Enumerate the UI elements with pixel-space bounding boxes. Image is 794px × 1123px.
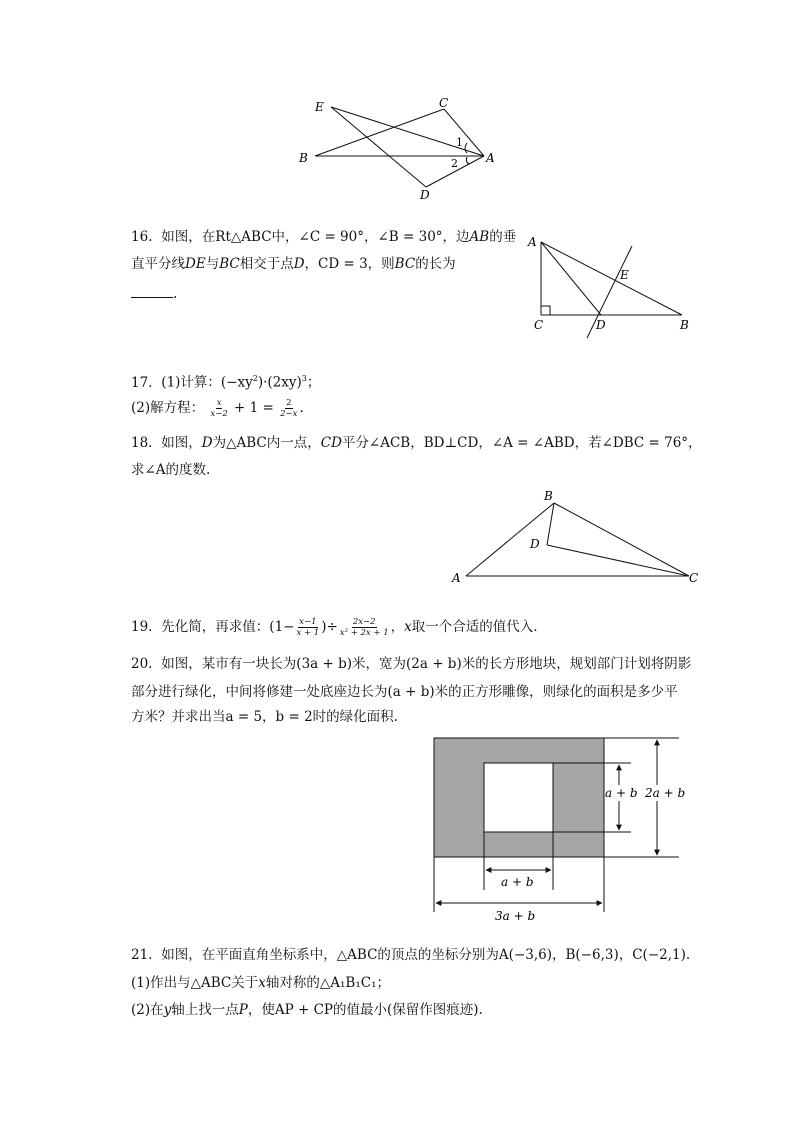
q17-exponent: 2 <box>252 374 258 383</box>
fraction-numerator: x−1 <box>299 617 317 627</box>
label-A: A <box>452 571 461 585</box>
q21-number: 21. <box>131 947 153 963</box>
q20-number: 20. <box>131 656 153 672</box>
label-C: C <box>439 96 449 110</box>
label-outer-height: 2a + b <box>645 786 686 800</box>
label-D: D <box>420 188 430 202</box>
q17-text: )·(2xy) <box>257 374 302 391</box>
q18-line2 <box>131 460 210 480</box>
q17-exponent: 3 <box>301 374 307 383</box>
fraction-numerator: 2 <box>286 398 292 408</box>
q16-de: DE <box>185 256 206 272</box>
fraction-denominator: x² + 2x + 1 <box>339 628 389 638</box>
statue-square <box>484 763 553 832</box>
q16-ab: AB <box>469 229 490 245</box>
q21-text: (1)作出与△ABC关于 <box>131 975 259 991</box>
label-inner-height: a + b <box>605 786 638 800</box>
figure-q15 <box>295 95 510 205</box>
q19-text: ， <box>390 619 405 635</box>
label-C: C <box>534 318 544 332</box>
q19-text: )÷ <box>321 619 338 635</box>
segment-ED <box>331 107 426 187</box>
q16-text: 的长为 <box>415 256 456 272</box>
q19-x: x <box>404 619 412 635</box>
figure-q18 <box>448 486 703 586</box>
q18-line1 <box>131 433 702 453</box>
q16-d: D <box>293 256 305 272</box>
q20-line3 <box>131 707 398 727</box>
q16-text: ，CD = 3，则 <box>304 256 395 272</box>
angle-2-arc <box>466 157 469 164</box>
q17-text: ； <box>306 374 321 391</box>
q16-line3 <box>131 284 177 304</box>
q19-text: 取一个合适的值代入. <box>411 619 538 635</box>
q18-d: D <box>201 435 213 451</box>
segment-AD <box>541 242 601 315</box>
q17-text: . <box>299 400 304 416</box>
q17-number: 17. <box>131 374 153 391</box>
q20-text: 方米？并求出当a = 5，b = 2时的绿化面积. <box>131 709 398 725</box>
figure-q20 <box>425 730 710 920</box>
label-E: E <box>620 268 629 282</box>
label-angle2: 2 <box>451 157 458 170</box>
fraction <box>279 398 298 419</box>
q21-line1 <box>131 945 690 965</box>
label-A: A <box>486 151 495 165</box>
q21-text: 轴对称的△A₁B₁C₁； <box>265 975 391 991</box>
q16-line1 <box>131 227 516 247</box>
q17-text: (2)解方程： <box>131 400 205 416</box>
fraction <box>339 617 390 638</box>
fraction <box>209 398 228 419</box>
q18-text: 求∠A的度数. <box>131 462 211 478</box>
q16-text: . <box>173 286 178 302</box>
q16-text: 与 <box>205 256 220 272</box>
segment-BC <box>554 503 689 576</box>
q21-text: ，使AP + CP的值最小(保留作图痕迹). <box>247 1002 483 1018</box>
fraction-numerator: 2x−2 <box>352 617 376 627</box>
q16-text: 的垂 <box>489 229 517 245</box>
segment-BC <box>315 109 444 156</box>
label-B: B <box>299 151 308 165</box>
q20-line1 <box>131 654 691 674</box>
q20-text: 如图，某市有一块长为(3a + b)米，宽为(2a + b)米的长方形地块，规划部门计划将阴影 <box>161 656 692 672</box>
q21-x: x <box>258 975 266 991</box>
q19-line <box>131 617 538 638</box>
label-B: B <box>680 318 689 332</box>
q16-bc: BC <box>219 256 240 272</box>
fraction-denominator: 2−x <box>280 409 298 419</box>
q20-line2 <box>131 682 678 702</box>
q17-text: + 1 = <box>234 400 274 416</box>
label-A: A <box>528 235 537 249</box>
q16-text: 直平分线 <box>131 256 185 272</box>
q16-text: 相交于点 <box>239 256 294 272</box>
label-D: D <box>596 318 606 332</box>
q19-text: 先化简，再求值：(1− <box>161 619 295 635</box>
q21-p: P <box>238 1002 248 1018</box>
label-B: B <box>544 489 553 503</box>
fraction-numerator: x <box>216 398 222 408</box>
label-D: D <box>530 537 540 551</box>
q16-line2 <box>131 254 456 274</box>
q17-line2 <box>131 398 304 419</box>
q21-line2 <box>131 973 390 993</box>
angle-1-arc <box>465 143 467 153</box>
q16-text: 如图，在Rt△ABC中，∠C = 90°，∠B = 30°，边 <box>161 229 470 245</box>
perpendicular-bisector <box>587 246 632 338</box>
q17-text: (1)计算：(−xy <box>161 374 253 391</box>
q21-text: 如图，在平面直角坐标系中，△ABC的顶点的坐标分别为A(−3,6)，B(−6,3)，C(−2,1). <box>161 947 691 963</box>
q19-number: 19. <box>131 619 153 635</box>
fraction-denominator: x−2 <box>210 409 228 419</box>
q21-text: (2)在 <box>131 1002 164 1018</box>
right-angle-mark <box>541 306 550 315</box>
q18-text: 如图， <box>161 435 202 451</box>
segment-AB <box>541 242 682 315</box>
q18-number: 18. <box>131 435 153 451</box>
fraction-denominator: x + 1 <box>296 628 320 638</box>
label-outer-width: 3a + b <box>495 909 536 920</box>
segment-BD <box>547 503 554 545</box>
q18-text: 为△ABC内一点， <box>212 435 321 451</box>
q21-line3 <box>131 1000 483 1020</box>
answer-blank[interactable] <box>131 285 173 298</box>
figure-q16 <box>520 228 700 340</box>
q16-bc: BC <box>394 256 416 272</box>
q21-text: 轴上找一点 <box>171 1002 239 1018</box>
q18-text: 平分∠ACB，BD⊥CD，∠A = ∠ABD，若∠DBC = 76°， <box>341 435 702 451</box>
q20-text: 部分进行绿化，中间将修建一处底座边长为(a + b)米的正方形雕像，则绿化的面积是多少平 <box>131 684 678 700</box>
q16-number: 16. <box>131 229 153 245</box>
label-angle1: 1 <box>456 136 463 149</box>
segment-AB <box>466 503 554 576</box>
fraction <box>295 617 320 638</box>
segment-CA <box>444 109 484 156</box>
label-C: C <box>689 571 699 585</box>
label-inner-width: a + b <box>501 875 534 889</box>
q18-cd: CD <box>320 435 342 451</box>
q21-y: y <box>163 1002 172 1018</box>
q17-line1 <box>131 369 320 393</box>
label-E: E <box>315 100 324 114</box>
segment-DC <box>547 545 689 576</box>
